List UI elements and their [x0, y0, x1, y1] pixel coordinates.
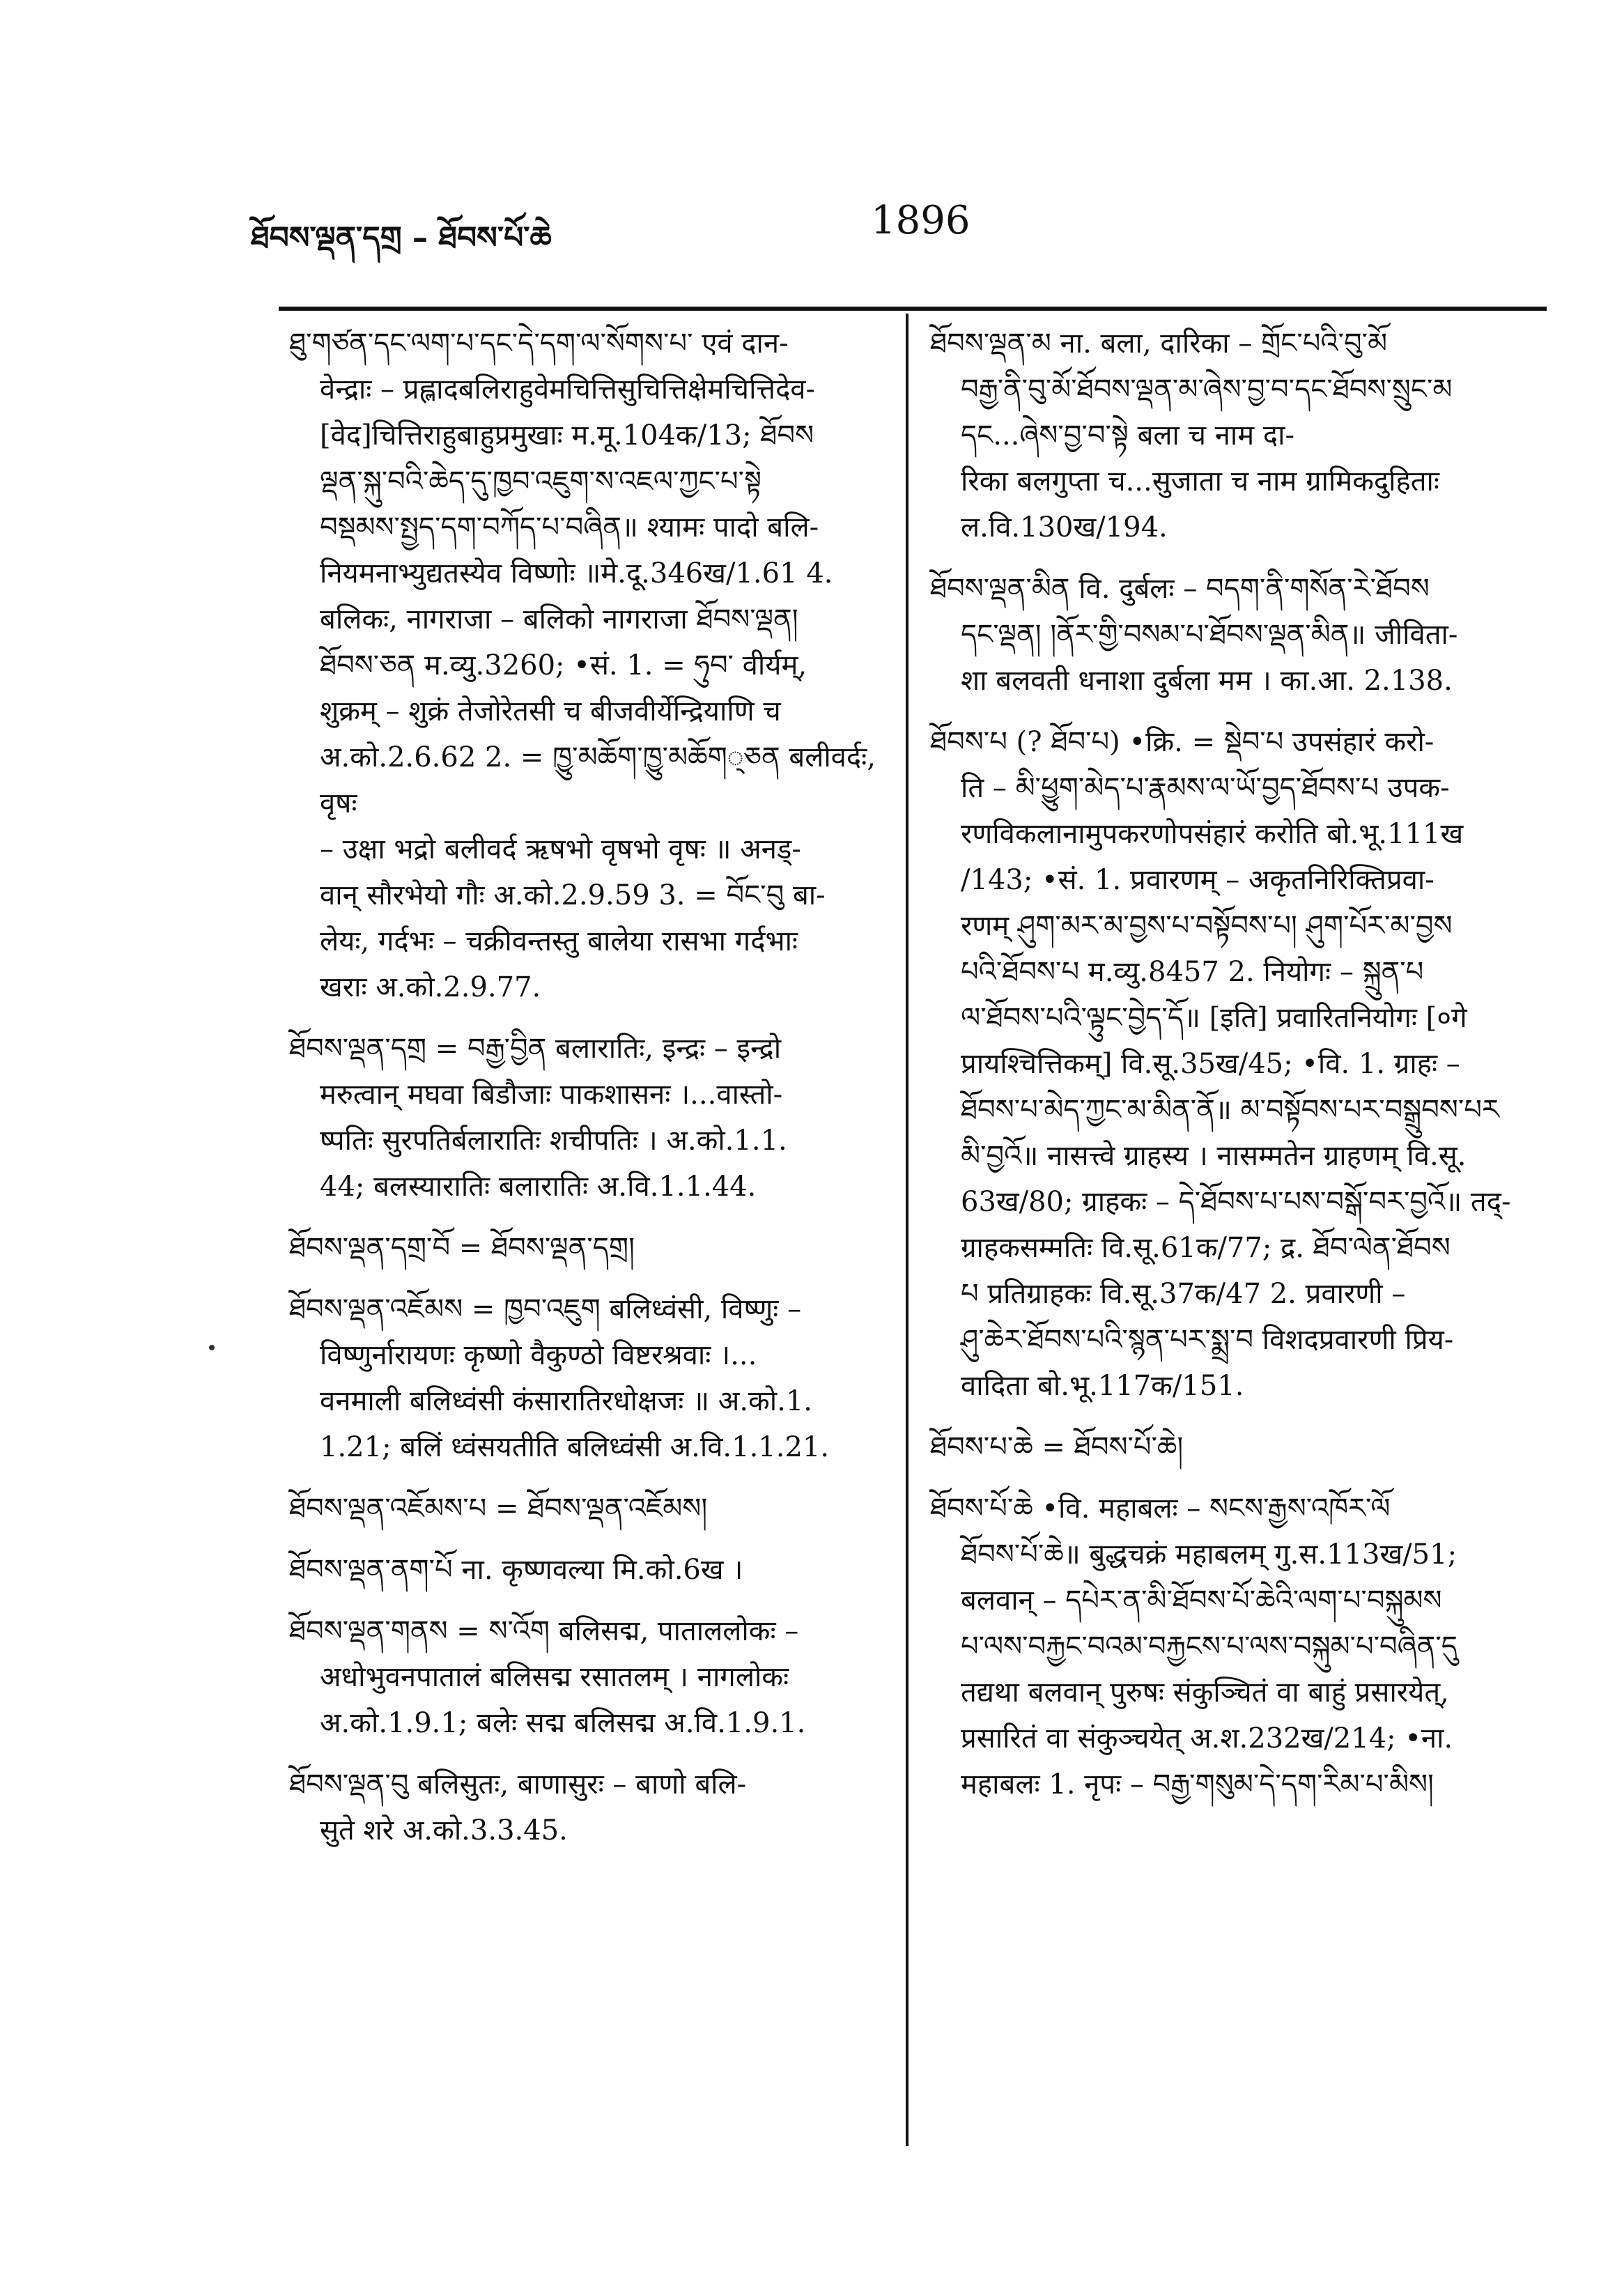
dictionary-entry: ཐུ་གཙན་དང་ལག་པ་དང་དེ་དག་ལ་སོགས་པ་ एवं दान- वेन्द्राः – प्रह्लादबलिराहुवेमचित्तिसुचित्तिक्षेमचित्तिदेव- [वेद]चित्तिराहुबाहुप्रमुखाः म.मू.104क/13; ཐོབས ལྡན་སྐུ་བའི་ཆེད་དུ་ཁྱབ་འཇུག་ས་འཇལ་ཀྱང་པ་སྟེ བསྡམས་སྤྱད་དག་བཀོད་པ་བཞིན॥ श्यामः पादो बलि- नियमनाभ्युद्यतस्येव विष्णोः ॥मे.दू.346ख/1.61 4. बलिकः, नागराजा – बलिको नागराजा ཐོབས་ལྡན། ཐོབས་ཅན म.व्यु.3260; •सं. 1. = ཧུབ་ वीर्यम्, शुक्रम् – शुक्रं तेजोरेतसी च बीजवीर्येन्द्रियाणि च अ.को.2.6.62 2. = ཁྱུ་མཆོག་ཁྱུ་མཆོག्ཅན बलीवर्दः, वृषः – उक्षा भद्रो बलीवर्द ऋषभो वृषभो वृषः ॥ अनड्- वान् सौरभेयो गौः अ.को.2.9.59 3. = བོང་བུ बा- लेयः, गर्दभः – चक्रीवन्तस्तु बालेया रासभा गर्दभाः खराः अ.को.2.9.77. — [289, 327, 876, 1003]
dictionary-entry: ཐོབས་ལྡན་དགྲ = བརྒྱ་བྱིན बलारातिः, इन्द्रः – इन्द्रो मरुत्वान् मघवा बिडौजाः पाकशासनः ।...वास्तो- ष्पतिः सुरपतिर्बलारातिः शचीपतिः । अ.को.1.1. 44; बलस्यारातिः बलारातिः अ.वि.1.1.44. — [289, 1033, 787, 1203]
dictionary-entry: ཐོབས་ལྡན་ནག་པོ ना. कृष्णवल्या मि.को.6ख । — [289, 1554, 743, 1586]
dictionary-entry: ཐོབས་པོ་ཆེ •वि. महाबलः – སངས་རྒྱས་འཁོར་ལོ ཐོབས་པོ་ཆེ॥ बुद्धचक्रं महाबलम् गु.स.113ख/51; बलवान् – དཔེར་ན་མི་ཐོབས་པོ་ཆེའི་ལག་པ་བསྐུམས པ་ལས་བརྐྱང་བའམ་བརྐྱངས་པ་ལས་བསྐུམ་པ་བཞིན་དུ तद्यथा बलवान् पुरुषः संकुञ्चितं वा बाहुं प्रसारयेत्, प्रसारितं वा संकुञ्चयेत् अ.श.232ख/214; •ना. महाबलः 1. नृपः – བརྒྱ་གསུམ་དེ་དག་རིམ་པ་མིས། — [930, 1493, 1457, 1801]
dictionary-entry: ཐོབས་པ་ཆེ = ཐོབས་པོ་ཆེ། — [930, 1431, 1184, 1463]
left-column — [289, 321, 888, 1869]
dictionary-entry: ཐོབས་ལྡན་དགྲ་བོ = ཐོབས་ལྡན་དགྲ། — [289, 1232, 635, 1264]
page-number: 1896 — [871, 198, 970, 243]
column-divider — [906, 314, 908, 2146]
dictionary-entry: ཐོབས་ལྡན་འཇོམས་པ = ཐོབས་ལྡན་འཇོམས། — [289, 1493, 708, 1525]
dictionary-entry: ཐོབས་ལྡན་འཇོམས = ཁྱབ་འཇུག बलिध्वंसी, विष्णुः – विष्णुर्नारायणः कृष्णो वैकुण्ठो विष्टरश्रवाः ।... वनमाली बलिध्वंसी कंसारातिरधोक्षजः ॥ अ.को.1. 1.21; बलिं ध्वंसयतीति बलिध्वंसी अ.वि.1.1.21. — [289, 1293, 830, 1463]
dictionary-entry: ཐོབས་པ (? ཐོབ་པ) •क्रि. = སྡེབ་པ उपसंहारं करो- ति – མི་ཕྱུག་མེད་པ་རྣམས་ལ་ཡོ་བྱད་ཐོབས་པ उपक- रणविकलानामुपकरणोपसंहारं करोति बो.भू.111ख /143; •सं. 1. प्रवारणम् – अकृतनिरिक्तिप्रवा- रणम् ཤུག་མར་མ་བྱས་པ་བསྟོབས་པ། ཤུག་པོར་མ་བྱས པའི་ཐོབས་པ म.व्यु.8457 2. नियोगः – སྐྲུན་པ ལ་ཐོབས་པའི་ལྟུང་བྱེད་དོ॥ [इति] प्रवारितनियोगः [०गे प्रायश्चित्तिकम्] वि.सू.35ख/45; •वि. 1. ग्राहः – ཐོབས་པ་མེད་ཀྱང་མ་མིན་ནོ॥ མ་བསྟོབས་པར་བསྒྲུབས་པར མི་བྱའོ॥ नासत्त्वे ग्राहस्य । नासम्मतेन ग्राहणम् वि.सू. 63ख/80; ग्राहकः – དེ་ཐོབས་པ་པས་བསྒོ་བར་བྱའོ॥ तद्- ग्राहकसम्मतिः वि.सू.61क/77; द्र. ཐོབ་ལེན་ཐོབས པ प्रतिग्राहकः वि.सू.37क/47 2. प्रवारणी – ཤུ་ཆེར་ཐོབས་པའི་སྙན་པར་སྨྲ་བ विशदप्रवारणी प्रिय- वादिता बो.भू.117क/151. — [930, 726, 1511, 1402]
stray-mark — [209, 1345, 215, 1350]
dictionary-entry: ཐོབས་ལྡན་བུ बलिसुतः, बाणासुरः – बाणो बलि- सुते शरे अ.को.3.3.45. — [289, 1768, 747, 1847]
dictionary-entry: ཐོབས་ལྡན་གནས = ས་འོག बलिसद्म, पाताललोकः – अधोभुवनपातालं बलिसद्म रसातलम् । नागलोकः अ.को.1.9.1; बलेः सद्म बलिसद्म अ.वि.1.9.1. — [289, 1615, 806, 1739]
running-header: ཐོབས་ལྡན་དགྲ – ཐོབས་པོ་ཆེ — [251, 220, 552, 256]
dictionary-entry: ཐོབས་ལྡན་མ ना. बला, दारिका – གྲོང་པའི་བུ་མོ བརྒྱ་ནི་བུ་མོ་ཐོབས་ལྡན་མ་ཞེས་བྱ་བ་དང་ཐོབས་སྲུང་མ དང...ཞེས་བྱ་བ་སྟེ बला च नाम दा- रिका बलगुप्ता च...सुजाता च नाम ग्रामिकदुहिताः ल.वि.130ख/194. — [930, 327, 1453, 543]
dictionary-entry: ཐོབས་ལྡན་མིན वि. दुर्बलः – བདག་ནི་གསོན་རེ་ཐོབས དང་ལྡན། །ནོར་གྱི་བསམ་པ་ཐོབས་ལྡན་མིན॥ जीविता- शा बलवती धनाशा दुर्बला मम । का.आ. 2.138. — [930, 573, 1458, 697]
right-column — [930, 321, 1543, 1823]
header-rule — [279, 307, 1547, 311]
